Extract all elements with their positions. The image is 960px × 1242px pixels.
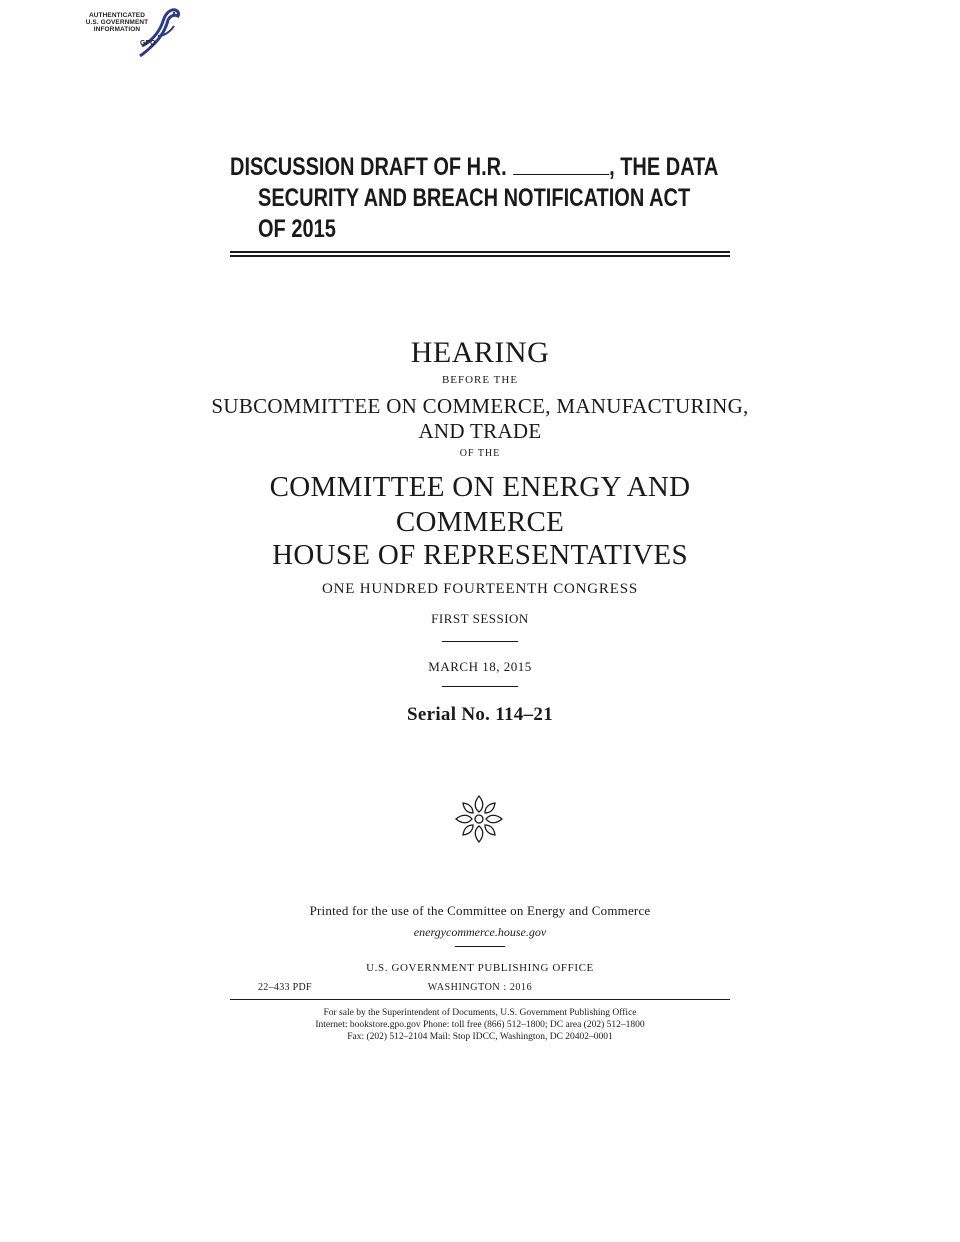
committee-line: COMMITTEE ON ENERGY AND: [269, 471, 691, 503]
title-line-3: OF 2015: [258, 215, 336, 243]
logo-text-line: U.S. GOVERNMENT: [85, 19, 149, 26]
logo-text-line: INFORMATION: [93, 26, 141, 33]
hearing-heading: HEARING: [410, 336, 550, 369]
of-the-label: OF THE: [459, 448, 501, 459]
bill-number-blank: [513, 152, 609, 175]
congress-label: ONE HUNDRED FOURTEENTH CONGRESS: [322, 581, 638, 597]
flower-ornament-icon: [452, 792, 506, 846]
website-link[interactable]: energycommerce.house.gov: [413, 925, 547, 939]
committee-name: [0, 470, 960, 540]
gpo-authentication-logo: [78, 6, 184, 58]
hearing-date: MARCH 18, 2015: [428, 659, 532, 674]
eagle-icon: [136, 6, 184, 58]
sale-info: [0, 1007, 960, 1043]
sale-line: Fax: (202) 512–2104 Mail: Stop IDCC, Washington, DC 20402–0001: [347, 1032, 613, 1042]
subcommittee-line: SUBCOMMITTEE ON COMMERCE, MANUFACTURING,: [211, 394, 749, 418]
logo-text-line: AUTHENTICATED: [88, 12, 146, 19]
divider: [442, 686, 518, 687]
title-line-1: [230, 152, 730, 183]
title-text: DISCUSSION DRAFT OF H.R.: [230, 153, 507, 181]
sale-line: For sale by the Superintendent of Documents, U.S. Government Publishing Office: [323, 1008, 637, 1018]
house-name: HOUSE OF REPRESENTATIVES: [272, 539, 688, 571]
divider: [442, 641, 518, 642]
title-double-rule: [230, 251, 730, 257]
document-title: [230, 152, 730, 245]
before-the-label: BEFORE THE: [441, 374, 519, 386]
publication-location: WASHINGTON : 2016: [427, 982, 533, 993]
footer-rule: [230, 999, 730, 1000]
publishing-office: U.S. GOVERNMENT PUBLISHING OFFICE: [366, 962, 594, 974]
printed-for-line: Printed for the use of the Committee on Energy and Commerce: [309, 903, 651, 918]
title-line-2: SECURITY AND BREACH NOTIFICATION ACT: [258, 184, 691, 212]
title-text: , THE DATA: [609, 153, 719, 181]
subcommittee-line: AND TRADE: [418, 419, 542, 443]
committee-line: COMMERCE: [395, 506, 565, 538]
title-words: [230, 152, 718, 183]
pdf-number: 22–433 PDF: [258, 982, 312, 993]
session-label: FIRST SESSION: [431, 611, 529, 626]
sale-line: Internet: bookstore.gpo.gov Phone: toll free (866) 512–1800; DC area (202) 512–1800: [315, 1020, 645, 1030]
subcommittee-name: [0, 394, 960, 444]
logo-gpo-mark: GPO: [140, 40, 156, 47]
divider: [455, 946, 505, 947]
serial-number: Serial No. 114–21: [406, 704, 553, 725]
